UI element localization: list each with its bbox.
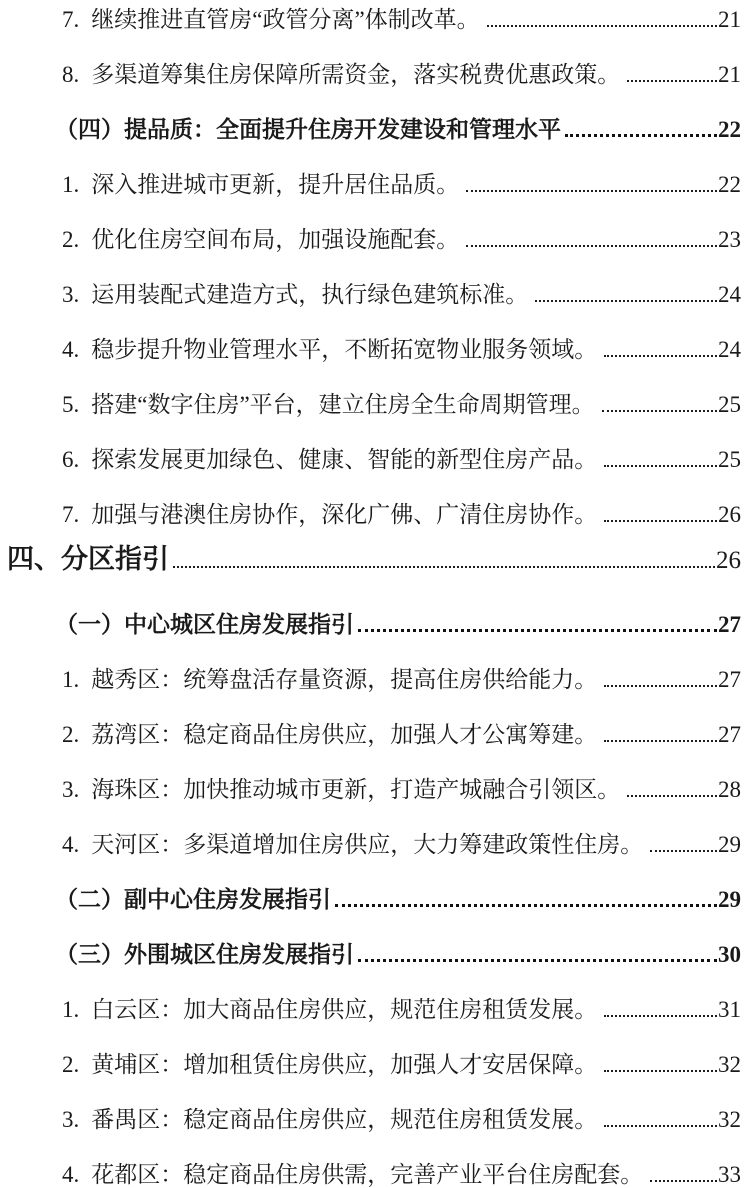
- dot-leader: [604, 740, 717, 742]
- entry-page-number: 24: [718, 337, 741, 362]
- entry-page-number: 24: [718, 282, 741, 307]
- entry-title: 优化住房空间布局，加强设施配套。: [91, 227, 460, 252]
- entry-page-number: 27: [718, 722, 741, 747]
- entry-title: （一）中心城区住房发展指引: [55, 612, 354, 637]
- entry-number: 1.: [62, 172, 80, 197]
- entry-number: 4.: [62, 832, 80, 857]
- entry-page-number: 33: [718, 1162, 741, 1187]
- toc-entry[interactable]: [0, 0, 750, 47]
- entry-title: 稳步提升物业管理水平，不断拓宽物业服务领域。: [91, 337, 598, 362]
- dot-leader: [650, 1180, 717, 1182]
- entry-title: 白云区：加大商品住房供应，规范住房租赁发展。: [91, 997, 598, 1022]
- dot-leader: [627, 80, 717, 82]
- dot-leader: [535, 300, 717, 302]
- toc-entry[interactable]: [0, 1037, 750, 1092]
- dot-leader: [604, 685, 717, 687]
- entry-title: 搭建“数字住房”平台，建立住房全生命周期管理。: [91, 392, 595, 417]
- entry-title: 天河区：多渠道增加住房供应，大力筹建政策性住房。: [91, 832, 644, 857]
- entry-page-number: 22: [718, 172, 741, 197]
- dot-leader: [627, 795, 717, 797]
- entry-page-number: 22: [718, 117, 741, 142]
- toc-entry[interactable]: [0, 377, 750, 432]
- entry-page-number: 32: [718, 1052, 741, 1077]
- entry-page-number: 31: [718, 997, 741, 1022]
- dot-leader: [173, 566, 715, 568]
- dot-leader: [604, 1125, 717, 1127]
- entry-page-number: 29: [718, 832, 741, 857]
- entry-number: 1.: [62, 997, 80, 1022]
- entry-title: 加强与港澳住房协作，深化广佛、广清住房协作。: [91, 502, 598, 527]
- entry-number: 3.: [62, 282, 80, 307]
- toc-entry[interactable]: [0, 322, 750, 377]
- entry-title: 深入推进城市更新，提升居住品质。: [91, 172, 460, 197]
- entry-number: 5.: [62, 392, 80, 417]
- entry-page-number: 30: [718, 942, 741, 967]
- entry-title: 探索发展更加绿色、健康、智能的新型住房产品。: [91, 447, 598, 472]
- toc-entry[interactable]: [0, 982, 750, 1037]
- entry-title: （三）外围城区住房发展指引: [55, 942, 354, 967]
- entry-title: 越秀区：统筹盘活存量资源，提高住房供给能力。: [91, 667, 598, 692]
- dot-leader: [358, 959, 717, 962]
- entry-title: 番禺区：稳定商品住房供应，规范住房租赁发展。: [91, 1107, 598, 1132]
- entry-page-number: 25: [718, 392, 741, 417]
- toc-entry[interactable]: [0, 652, 750, 707]
- dot-leader: [604, 1070, 717, 1072]
- entry-title: （四）提品质：全面提升住房开发建设和管理水平: [55, 117, 561, 142]
- entry-number: 4.: [62, 337, 80, 362]
- toc-entry[interactable]: [0, 157, 750, 212]
- entry-page-number: 23: [718, 227, 741, 252]
- entry-title: 运用装配式建造方式，执行绿色建筑标准。: [91, 282, 529, 307]
- toc-entry[interactable]: [0, 432, 750, 487]
- entry-page-number: 25: [718, 447, 741, 472]
- toc-entry[interactable]: [0, 597, 750, 652]
- toc-entry[interactable]: [0, 872, 750, 927]
- entry-title: 四、分区指引: [7, 544, 169, 574]
- entry-number: 3.: [62, 1107, 80, 1132]
- entry-number: 7.: [62, 502, 80, 527]
- entry-page-number: 27: [718, 667, 741, 692]
- toc-entry[interactable]: [0, 1147, 750, 1188]
- entry-page-number: 29: [718, 887, 741, 912]
- entry-title: 花都区：稳定商品住房供需，完善产业平台住房配套。: [91, 1162, 644, 1187]
- entry-page-number: 27: [718, 612, 741, 637]
- entry-page-number: 32: [718, 1107, 741, 1132]
- entry-page-number: 28: [718, 777, 741, 802]
- entry-number: 1.: [62, 667, 80, 692]
- dot-leader: [604, 465, 717, 467]
- dot-leader: [602, 410, 717, 412]
- dot-leader: [565, 134, 717, 137]
- toc-entry[interactable]: [0, 102, 750, 157]
- toc-entry[interactable]: [0, 927, 750, 982]
- entry-number: 2.: [62, 1052, 80, 1077]
- entry-title: 继续推进直管房“政管分离”体制改革。: [91, 7, 480, 32]
- entry-title: 多渠道筹集住房保障所需资金，落实税费优惠政策。: [91, 62, 621, 87]
- toc-entry[interactable]: [0, 47, 750, 102]
- entry-title: 荔湾区：稳定商品住房供应，加强人才公寓筹建。: [91, 722, 598, 747]
- entry-page-number: 21: [718, 7, 741, 32]
- entry-title: （二）副中心住房发展指引: [55, 887, 331, 912]
- entry-number: 2.: [62, 722, 80, 747]
- dot-leader: [358, 629, 717, 632]
- dot-leader: [466, 245, 717, 247]
- dot-leader: [604, 355, 717, 357]
- entry-number: 7.: [62, 7, 80, 32]
- toc-entry[interactable]: [0, 762, 750, 817]
- entry-number: 2.: [62, 227, 80, 252]
- entry-page-number: 26: [718, 502, 741, 527]
- entry-title: 黄埔区：增加租赁住房供应，加强人才安居保障。: [91, 1052, 598, 1077]
- entry-number: 8.: [62, 62, 80, 87]
- dot-leader: [650, 850, 717, 852]
- entry-page-number: 21: [718, 62, 741, 87]
- dot-leader: [604, 1015, 717, 1017]
- toc-entry[interactable]: [0, 212, 750, 267]
- entry-number: 4.: [62, 1162, 80, 1187]
- toc-entry[interactable]: [0, 707, 750, 762]
- dot-leader: [604, 520, 717, 522]
- dot-leader: [335, 904, 717, 907]
- entry-number: 6.: [62, 447, 80, 472]
- toc-entry[interactable]: [0, 817, 750, 872]
- entry-number: 3.: [62, 777, 80, 802]
- dot-leader: [466, 190, 717, 192]
- toc-entry[interactable]: [0, 1092, 750, 1147]
- dot-leader: [487, 25, 717, 27]
- entry-page-number: 26: [716, 547, 741, 574]
- entry-title: 海珠区：加快推动城市更新，打造产城融合引领区。: [91, 777, 621, 802]
- toc-entry[interactable]: [0, 267, 750, 322]
